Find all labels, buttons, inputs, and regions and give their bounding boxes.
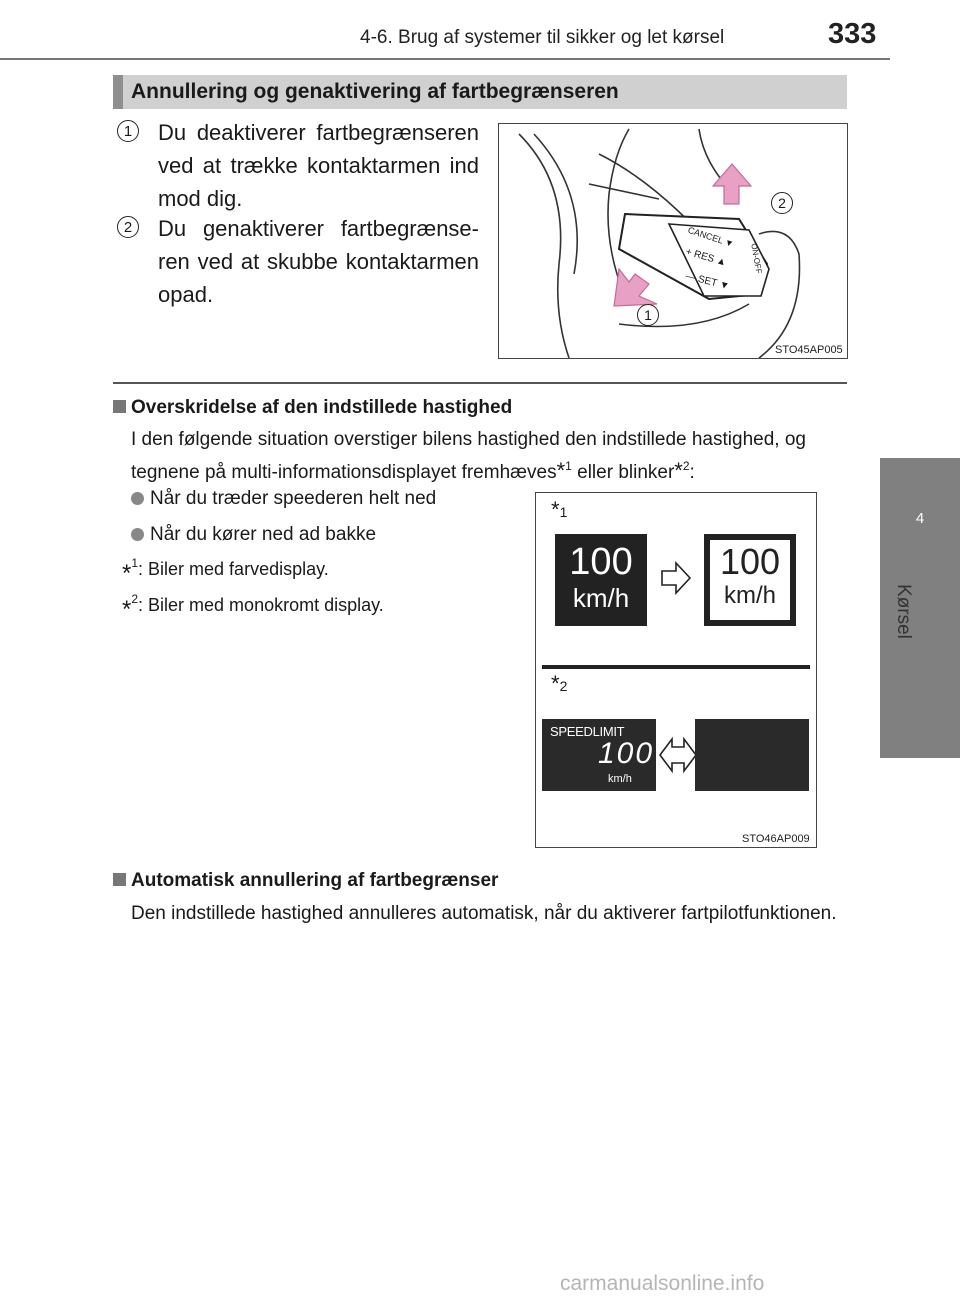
speed-value: 100 — [598, 737, 655, 770]
pink-arrows — [499, 124, 847, 358]
color-display-normal — [555, 534, 647, 626]
callout-1-circle: 1 — [637, 304, 659, 326]
figure-mark-2 — [551, 671, 567, 697]
footnote-text: : Biler med monokromt display. — [138, 595, 384, 615]
auto-cancel-paragraph: Den indstillede hastighed annulleres automatisk, når du aktiverer fartpilotfunktionen. — [131, 903, 837, 924]
step-text: Du deaktiverer fartbegrænseren ved at trække kontaktarmen ind mod dig. — [158, 120, 479, 211]
footnote-number: 2 — [131, 592, 139, 606]
double-arrow-icon — [658, 733, 698, 777]
figure-code: STO46AP009 — [742, 833, 810, 845]
section-heading-accent — [113, 75, 123, 109]
paragraph-text: eller blinker — [571, 462, 675, 483]
paragraph-text: : — [689, 462, 695, 483]
heading-square-icon — [113, 400, 126, 413]
bullet-dot-icon — [131, 492, 144, 505]
step-1 — [117, 116, 479, 215]
chapter-number: 4 — [915, 510, 925, 527]
figure-code: STO45AP005 — [775, 344, 843, 356]
heading-square-icon — [113, 873, 126, 886]
color-display-highlighted — [704, 534, 796, 626]
asterisk-mark: * — [122, 560, 132, 587]
footnote-text: : Biler med farvedisplay. — [138, 559, 329, 579]
footnote-2 — [122, 592, 384, 624]
mark-number: 1 — [559, 504, 568, 520]
subsection-heading-auto-cancel — [113, 870, 498, 892]
lever-label-res: + RES ▲ — [684, 246, 728, 269]
bullet-text: Når du træder speederen helt ned — [150, 488, 437, 509]
speed-unit: km/h — [608, 773, 632, 785]
footnote-1 — [122, 556, 329, 588]
figure-mark-1 — [551, 497, 567, 523]
step-number-circle: 2 — [117, 216, 139, 238]
running-header-title: 4-6. Brug af systemer til sikker og let kørsel — [360, 27, 725, 48]
overspeed-paragraph — [131, 426, 841, 486]
speed-value: 100 — [719, 541, 781, 582]
lever-label-cancel: CANCEL ▼ — [686, 224, 735, 250]
step-number-circle: 1 — [117, 120, 139, 142]
footnote-ref-2: 2 — [682, 459, 690, 473]
lever-label-onoff: ON-OFF — [749, 242, 764, 275]
mark-number: 2 — [559, 678, 568, 694]
header-rule — [0, 58, 890, 60]
subsection-title: Overskridelse af den indstillede hastighed — [131, 397, 513, 418]
section-title: Annullering og genaktivering af fartbegrænseren — [131, 80, 619, 103]
speed-limit-label: SPEEDLIMIT — [550, 724, 625, 739]
asterisk-mark: * — [556, 458, 566, 483]
step-text: Du genaktiverer fartbegrænseren ved at skubbe kontaktarmen opad. — [158, 216, 479, 307]
lever-illustration — [498, 123, 848, 359]
bullet-text: Når du kører ned ad bakke — [150, 524, 377, 545]
mono-display-on — [542, 719, 656, 791]
subsection-title: Automatisk annullering af fartbegrænser — [131, 870, 499, 891]
subsection-heading-overspeed — [113, 397, 512, 419]
bullet-item — [131, 488, 436, 510]
speed-value: 100 — [569, 541, 633, 583]
section-divider — [113, 382, 847, 384]
step-2 — [117, 212, 479, 311]
chapter-label: Kørsel — [893, 584, 914, 639]
section-heading-bar — [113, 75, 847, 109]
page-number: 333 — [828, 18, 877, 50]
paragraph-text: I den følgende situation overstiger bilens hastighed den indstillede hastighed, og tegnene på multi-informationsdisplayet fremhæves — [131, 429, 806, 483]
asterisk-mark: * — [122, 596, 132, 623]
watermark: carmanualsonline.info — [560, 1272, 765, 1295]
figure-divider — [542, 665, 810, 669]
bullet-item — [131, 524, 376, 546]
asterisk-mark: * — [551, 497, 560, 522]
speed-unit: km/h — [723, 582, 776, 609]
mono-display-off — [695, 719, 809, 791]
asterisk-mark: * — [551, 671, 560, 696]
bullet-dot-icon — [131, 528, 144, 541]
footnote-number: 1 — [131, 556, 139, 570]
callout-2-circle: 2 — [771, 192, 793, 214]
asterisk-mark: * — [674, 458, 683, 483]
speed-unit: km/h — [572, 583, 630, 613]
arrow-right-icon — [660, 561, 692, 595]
footnote-ref-1: 1 — [565, 459, 572, 473]
display-illustration — [535, 492, 817, 848]
lever-label-set: — SET ▼ — [684, 270, 731, 293]
